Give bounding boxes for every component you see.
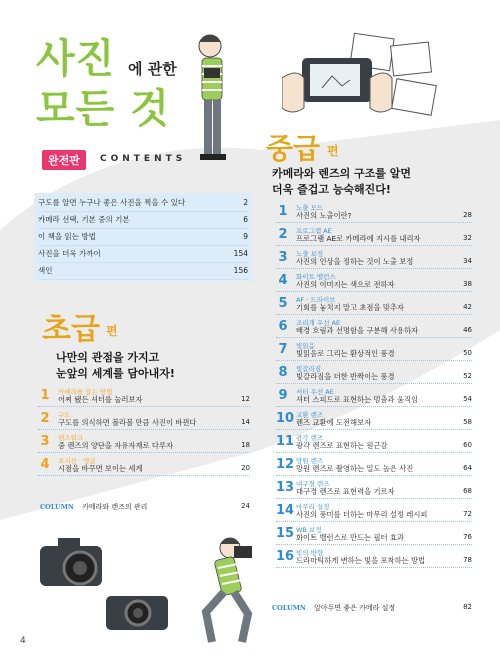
intermediate-chapter[interactable] — [276, 203, 472, 223]
intermediate-chapter[interactable] — [276, 433, 472, 453]
chapter-category: 프로그램 AE — [296, 227, 332, 235]
column-label: COLUMN — [40, 503, 74, 511]
chapter-number: 3 — [278, 250, 288, 265]
chapter-title: 빛읽음로 그리는 환상적인 풍경 — [296, 349, 395, 358]
chapter-page: 28 — [463, 211, 472, 219]
intro-item[interactable] — [38, 194, 248, 212]
chapter-title: 사진의 노출이란? — [296, 211, 352, 220]
beginner-chapter[interactable] — [38, 456, 250, 476]
chapter-category: 망원 렌즈 — [296, 457, 324, 465]
photographer-illustration — [180, 30, 250, 175]
intermediate-chapter[interactable] — [276, 502, 472, 522]
column-page: 82 — [463, 603, 472, 611]
chapter-title: 드라마틱하게 변하는 빛을 포착하는 방법 — [296, 556, 426, 565]
intro-item[interactable] — [38, 228, 248, 246]
chapter-number: 1 — [40, 388, 50, 403]
intermediate-chapter[interactable] — [276, 272, 472, 292]
contents-label: CONTENTS — [100, 154, 187, 164]
chapter-category: 카메라를 잡는 방법 — [58, 388, 113, 396]
chapter-page: 76 — [463, 533, 472, 541]
intermediate-chapter[interactable] — [276, 548, 472, 568]
chapter-number: 6 — [278, 319, 288, 334]
chapter-number: 1 — [278, 204, 288, 219]
chapter-number: 13 — [276, 480, 295, 495]
chapter-category: 교환 렌즈 — [296, 411, 324, 419]
intermediate-chapter[interactable] — [276, 479, 472, 499]
chapter-category: 렌즈워크 — [58, 434, 84, 442]
intro-item-title: 구도를 알면 누구나 좋은 사진을 찍을 수 있다 — [38, 198, 186, 207]
intro-item-page: 156 — [233, 266, 248, 275]
chapter-title: 줌 렌즈의 양단을 자유자재로 다루자 — [58, 441, 174, 450]
chapter-title: 망원 렌즈로 촬영하는 밀도 높은 사진 — [296, 464, 414, 473]
chapter-page: 52 — [463, 372, 472, 380]
chapter-title: 셔터 스피드로 표현하는 멈춤과 움직임 — [296, 395, 419, 404]
chapter-category: 빛읽음 — [296, 342, 315, 350]
chapter-page: 72 — [463, 510, 472, 518]
chapter-category: 대구경 렌즈 — [296, 480, 330, 488]
chapter-page: 42 — [463, 303, 472, 311]
chapter-page: 34 — [463, 257, 472, 265]
chapter-page: 78 — [463, 556, 472, 564]
chapter-number: 16 — [276, 549, 295, 564]
chapter-category: 빛갈라짐 — [296, 365, 322, 373]
chapter-page: 14 — [241, 418, 250, 426]
chapter-page: 54 — [463, 395, 472, 403]
chapter-page: 20 — [241, 464, 250, 472]
intermediate-chapter[interactable] — [276, 525, 472, 545]
chapter-number: 4 — [40, 457, 50, 472]
chapter-number: 5 — [278, 296, 288, 311]
chapter-number: 2 — [278, 227, 288, 242]
intermediate-chapter[interactable] — [276, 410, 472, 430]
intro-item-title: 색인 — [38, 266, 53, 275]
column-title: 카메라와 렌즈의 관리 — [82, 503, 148, 511]
chapter-title: 배경 흐림과 선명함을 구분해 사용하자 — [296, 326, 419, 335]
chapter-page: 46 — [463, 326, 472, 334]
intro-item[interactable] — [38, 211, 248, 229]
intermediate-chapter[interactable] — [276, 364, 472, 384]
chapter-number: 7 — [278, 342, 288, 357]
cameras-illustration — [34, 528, 274, 648]
chapter-category: 노출 보정 — [296, 250, 324, 258]
intro-item-page: 2 — [243, 198, 248, 207]
beginner-suffix: 편 — [106, 324, 118, 338]
beginner-chapter[interactable] — [38, 387, 250, 407]
chapter-number: 10 — [276, 411, 295, 426]
chapter-title: 화이트 밸런스로 만드는 필터 효과 — [296, 533, 404, 542]
chapter-title: 어찌 됐든 셔터를 눌러보자 — [58, 395, 143, 404]
chapter-title: 대구경 렌즈로 표현력을 기르자 — [296, 487, 395, 496]
intermediate-title: 중급 — [266, 132, 321, 165]
chapter-page: 50 — [463, 349, 472, 357]
intro-item[interactable] — [38, 262, 248, 280]
chapter-number: 11 — [276, 434, 295, 449]
intermediate-chapter[interactable] — [276, 341, 472, 361]
chapter-number: 12 — [276, 457, 295, 472]
intro-item-title: 사진을 더욱 가까이 — [38, 249, 101, 258]
beginner-chapter[interactable] — [38, 433, 250, 453]
beginner-column[interactable] — [40, 502, 250, 512]
chapter-category: 셔터 우선 AE — [296, 388, 334, 396]
chapter-title: 시점을 바꾸면 보이는 세계 — [58, 464, 143, 473]
chapter-title: 빛갈라짐을 더한 반짝이는 풍경 — [296, 372, 395, 381]
intro-item[interactable] — [38, 245, 248, 263]
chapter-category: 조리개 우선 AE — [296, 319, 341, 327]
chapter-category: 광각 렌즈 — [296, 434, 324, 442]
chapter-number: 3 — [40, 434, 50, 449]
beginner-subtitle-1: 나만의 관점을 가지고 — [56, 351, 160, 364]
chapter-category: 구도 — [58, 411, 71, 419]
chapter-page: 68 — [463, 487, 472, 495]
intro-item-page: 9 — [243, 232, 248, 241]
beginner-title: 초급 — [42, 312, 100, 347]
chapter-number: 14 — [276, 503, 295, 518]
title-line2-big: 모든 것 — [36, 86, 170, 132]
chapter-category: 마무리 설정 — [296, 503, 330, 511]
chapter-category: 포지션 · 앵글 — [58, 457, 96, 465]
intermediate-chapter[interactable] — [276, 387, 472, 407]
chapter-title: 기회를 놓치지 말고 초점을 맞추자 — [296, 303, 404, 312]
chapter-number: 15 — [276, 526, 295, 541]
intermediate-chapter[interactable] — [276, 249, 472, 269]
edition-badge: 완전판 — [42, 150, 86, 170]
chapter-number: 2 — [40, 411, 50, 426]
chapter-page: 18 — [241, 441, 250, 449]
intermediate-chapter[interactable] — [276, 318, 472, 338]
intermediate-subtitle-2: 더욱 즐겁고 능숙해진다! — [272, 183, 391, 196]
camera-photos-illustration — [282, 28, 442, 128]
intermediate-chapter[interactable] — [276, 295, 472, 315]
page-number: 4 — [20, 636, 26, 646]
chapter-page: 60 — [463, 441, 472, 449]
chapter-number: 9 — [278, 388, 288, 403]
intermediate-subtitle-1: 카메라와 렌즈의 구조를 알면 — [272, 167, 411, 180]
intro-item-title: 카메라 선택, 기본 중의 기본 — [38, 215, 130, 224]
chapter-number: 8 — [278, 365, 288, 380]
chapter-page: 64 — [463, 464, 472, 472]
chapter-number: 4 — [278, 273, 288, 288]
chapter-title: 광각 렌즈로 표현하는 원근감 — [296, 441, 388, 450]
chapter-title: 사진의 이미지는 색으로 전하자 — [296, 280, 395, 289]
chapter-title: 사진의 인상을 정하는 것이 노출 보정 — [296, 257, 414, 266]
intermediate-suffix: 편 — [327, 144, 339, 158]
column-label: COLUMN — [272, 604, 306, 612]
chapter-title: 프로그램 AE로 카메라에 지시를 내리자 — [296, 234, 421, 243]
intermediate-column[interactable] — [272, 603, 472, 613]
chapter-page: 58 — [463, 418, 472, 426]
column-page: 24 — [241, 502, 250, 510]
intermediate-chapter[interactable] — [276, 226, 472, 246]
chapter-category: 화이트 밸런스 — [296, 273, 336, 281]
chapter-page: 32 — [463, 234, 472, 242]
intermediate-chapter[interactable] — [276, 456, 472, 476]
chapter-category: 빛의 방향 — [296, 549, 324, 557]
column-title: 알아두면 좋은 카메라 설정 — [314, 604, 396, 612]
intro-item-page: 6 — [243, 215, 248, 224]
title-line1-small: 에 관한 — [128, 60, 177, 78]
intro-item-page: 154 — [233, 249, 248, 258]
beginner-subtitle-2: 눈앞의 세계를 담아내자! — [56, 367, 175, 380]
chapter-page: 38 — [463, 280, 472, 288]
chapter-category: WB 보정 — [296, 526, 322, 534]
chapter-category: AF · 드라이브 — [296, 296, 336, 304]
chapter-page: 12 — [241, 395, 250, 403]
chapter-title: 사진의 풍미를 더하는 마무리 설정 레시피 — [296, 510, 428, 519]
title-line1-big: 사진 — [36, 36, 116, 82]
chapter-title: 구도를 의식하면 볼라볼 만큼 사진이 바뀐다 — [58, 418, 197, 427]
beginner-chapter[interactable] — [38, 410, 250, 430]
intro-item-title: 이 책을 읽는 방법 — [38, 232, 96, 241]
chapter-category: 노출 모드 — [296, 204, 324, 212]
chapter-title: 렌즈 교환에 도전해보자 — [296, 418, 372, 427]
